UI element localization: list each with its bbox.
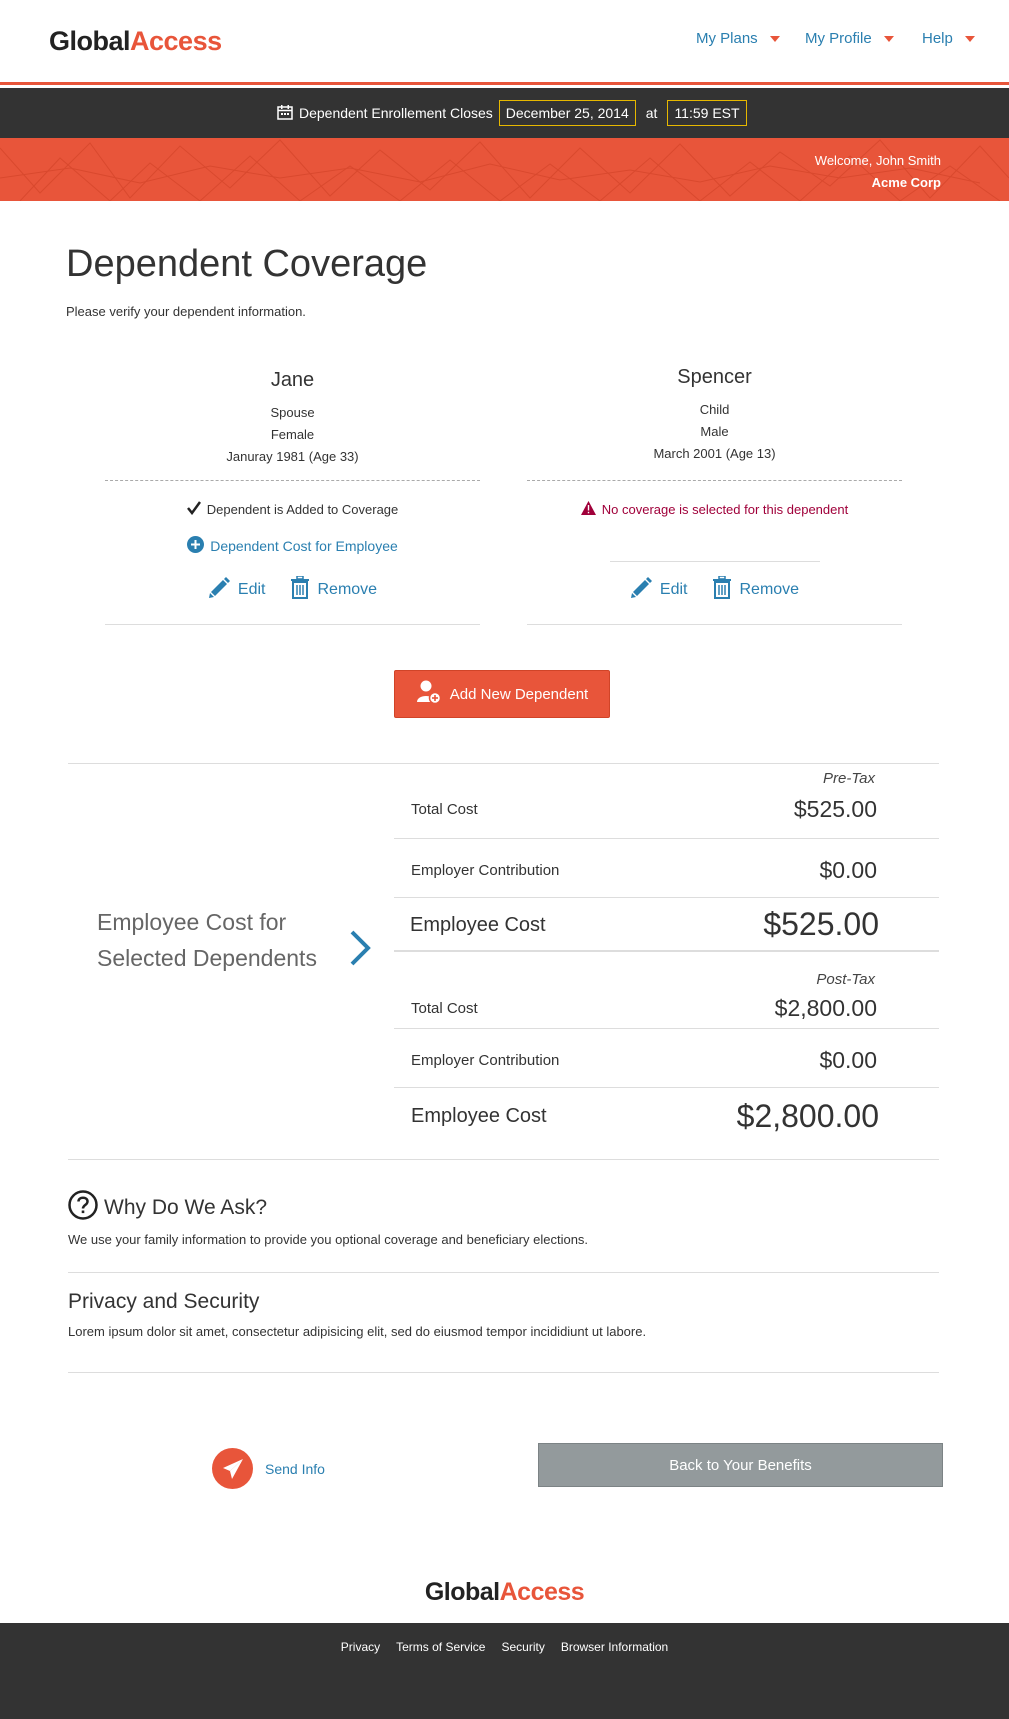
post-tax-employee-value: $2,800.00 <box>736 1098 879 1134</box>
nav-help[interactable] <box>922 30 975 47</box>
why-title-text: Why Do We Ask? <box>104 1196 267 1219</box>
post-tax-employer-label: Employer Contribution <box>411 1052 560 1069</box>
post-tax-employer-row <box>394 1029 939 1088</box>
pre-tax-employee-row <box>394 898 939 952</box>
cost-summary-heading-line2: Selected Dependents <box>97 945 317 971</box>
edit-button[interactable] <box>208 576 266 604</box>
pre-tax-employer-label: Employer Contribution <box>411 862 560 879</box>
dependent-name: Jane <box>270 369 315 391</box>
post-tax-total-row <box>394 954 939 1029</box>
divider <box>610 561 820 562</box>
back-to-benefits-label: Back to Your Benefits <box>669 1456 812 1474</box>
why-title <box>68 1190 939 1226</box>
calendar-icon <box>277 104 293 123</box>
post-tax-total-value: $2,800.00 <box>774 995 877 1021</box>
pencil-icon <box>208 577 230 604</box>
privacy-section <box>68 1290 939 1373</box>
cost-summary-heading <box>97 904 347 976</box>
pre-tax-employer-value: $0.00 <box>819 857 877 883</box>
checkmark-icon <box>187 501 201 518</box>
edit-button-label: Edit <box>237 581 266 598</box>
dependent-birth: Januray 1981 (Age 33) <box>226 449 359 464</box>
pre-tax-employee-value: $525.00 <box>763 906 879 942</box>
welcome-greeting: Welcome, John Smith <box>814 153 941 168</box>
footer-logo-part2: Access <box>499 1578 585 1606</box>
nav-my-plans-label: My Plans <box>696 30 758 47</box>
caret-down-icon <box>884 36 894 42</box>
enrollment-label: Dependent Enrollement Closes <box>299 105 493 121</box>
dependent-cost-link-label: Dependent Cost for Employee <box>210 538 398 554</box>
remove-button-label: Remove <box>739 581 800 598</box>
privacy-title: Privacy and Security <box>68 1290 260 1313</box>
privacy-text: Lorem ipsum dolor sit amet, consectetur adipisicing elit, sed do eiusmod tempor incididiunt ut labore. <box>68 1324 647 1339</box>
pre-tax-total-row <box>394 764 939 839</box>
nav-my-profile[interactable] <box>805 30 894 47</box>
footer-logo[interactable] <box>0 1578 1009 1607</box>
post-tax-employee-row <box>394 1088 939 1150</box>
remove-button[interactable] <box>290 576 378 604</box>
why-section <box>68 1190 939 1273</box>
caret-down-icon <box>770 36 780 42</box>
post-tax-employer-value: $0.00 <box>819 1047 877 1073</box>
caret-down-icon <box>965 36 975 42</box>
nav-my-plans[interactable] <box>696 30 780 47</box>
question-circle-icon <box>68 1190 98 1226</box>
send-info-label: Send Info <box>265 1460 325 1477</box>
pre-tax-total-value: $525.00 <box>793 796 877 822</box>
brand-logo-part1: Global <box>49 26 131 56</box>
dependent-card-jane <box>105 360 480 625</box>
why-text: We use your family information to provide you optional coverage and beneficiary elections. <box>68 1232 589 1247</box>
dependent-status <box>527 501 902 518</box>
add-user-icon <box>416 680 442 708</box>
page-subtitle: Please verify your dependent information. <box>66 304 306 319</box>
pre-tax-employee-label: Employee Cost <box>410 914 546 936</box>
welcome-banner <box>0 138 1009 201</box>
footer <box>0 1623 1009 1719</box>
dependent-status <box>105 501 480 518</box>
enrollment-date: December 25, 2014 <box>499 100 636 126</box>
divider <box>105 480 480 481</box>
back-to-benefits-button[interactable] <box>538 1443 943 1487</box>
enrollment-at: at <box>645 105 658 121</box>
nav-help-label: Help <box>922 30 953 47</box>
edit-button-label: Edit <box>659 581 688 598</box>
post-tax-table <box>394 954 939 1150</box>
footer-logo-part1: Global <box>424 1578 500 1606</box>
warning-icon <box>581 501 596 518</box>
send-info-button[interactable] <box>212 1448 325 1489</box>
pre-tax-employer-row <box>394 839 939 898</box>
add-new-dependent-label: Add New Dependent <box>449 685 589 703</box>
pencil-icon <box>630 577 652 604</box>
divider <box>527 480 902 481</box>
footer-link-privacy[interactable]: Privacy <box>340 1640 381 1654</box>
pre-tax-label: Pre-Tax <box>823 770 875 787</box>
dependent-relation: Spouse <box>270 405 315 420</box>
footer-link-terms[interactable]: Terms of Service <box>396 1640 486 1654</box>
footer-link-browser[interactable]: Browser Information <box>560 1640 669 1654</box>
trash-icon <box>290 576 310 604</box>
add-new-dependent-button[interactable] <box>394 670 610 718</box>
paper-plane-icon <box>212 1448 253 1489</box>
dependent-card-spencer <box>527 360 902 625</box>
brand-logo-part2: Access <box>130 26 222 56</box>
dependent-status-text: No coverage is selected for this dependent <box>601 502 849 517</box>
post-tax-label: Post-Tax <box>816 971 875 988</box>
dependent-birth: March 2001 (Age 13) <box>653 446 776 461</box>
edit-button[interactable] <box>630 576 688 604</box>
enrollment-bar <box>0 88 1009 138</box>
post-tax-total-label: Total Cost <box>411 1000 478 1017</box>
cost-summary <box>68 763 939 1160</box>
brand-logo[interactable] <box>49 26 222 57</box>
page-title: Dependent Coverage <box>66 243 428 285</box>
remove-button[interactable] <box>712 576 800 604</box>
dependent-gender: Male <box>700 424 729 439</box>
trash-icon <box>712 576 732 604</box>
dependent-gender: Female <box>270 427 315 442</box>
post-tax-employee-label: Employee Cost <box>411 1105 547 1127</box>
top-header <box>0 0 1009 85</box>
nav-my-profile-label: My Profile <box>805 30 872 47</box>
remove-button-label: Remove <box>317 581 378 598</box>
plus-circle-icon <box>187 536 204 556</box>
chevron-right-icon <box>348 929 372 972</box>
pre-tax-total-label: Total Cost <box>411 801 478 818</box>
dependent-name: Spencer <box>677 366 752 388</box>
dependent-relation: Child <box>699 402 730 417</box>
dependent-cost-link[interactable] <box>105 536 480 556</box>
footer-link-security[interactable]: Security <box>501 1640 545 1654</box>
pre-tax-table <box>394 764 939 952</box>
cost-summary-heading-line1: Employee Cost for <box>97 909 287 935</box>
dependent-status-text: Dependent is Added to Coverage <box>206 502 399 517</box>
enrollment-time: 11:59 EST <box>667 100 746 126</box>
welcome-company: Acme Corp <box>871 175 941 190</box>
